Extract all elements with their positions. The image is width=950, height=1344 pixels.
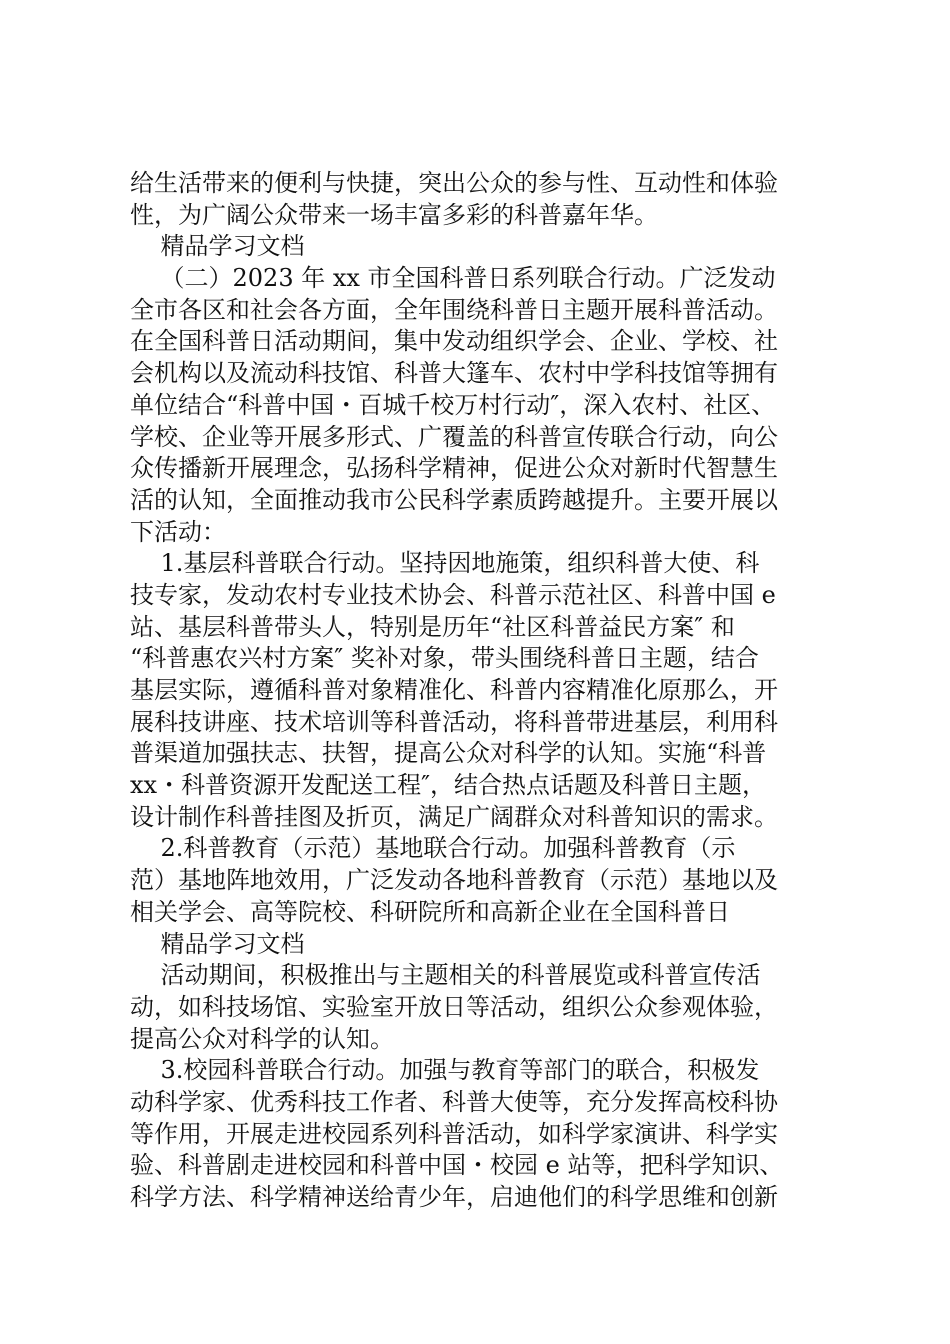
text-line: 2.科普教育（示范）基地联合行动。加强科普教育（示	[130, 834, 736, 863]
text-line: 1.基层科普联合行动。坚持因地施策，组织科普大使、科	[130, 549, 760, 578]
text-line: 3.校园科普联合行动。加强与教育等部门的联合，积极发	[130, 1056, 760, 1085]
text-line: 活动期间，积极推出与主题相关的科普展览或科普宣传活	[130, 961, 761, 990]
text-line: 提高公众对科学的认知。	[130, 1024, 394, 1053]
text-line: 下活动：	[130, 517, 226, 546]
text-line: 基层实际，遵循科普对象精准化、科普内容精准化原那么，开	[130, 676, 778, 704]
text-line: 相关学会、高等院校、科研院所和高新企业在全国科普日	[130, 897, 730, 926]
text-line: 科学方法、科学精神送给青少年，启迪他们的科学思维和创新	[130, 1183, 778, 1211]
text-line: （二）2023 年 xx 市全国科普日系列联合行动。广泛发动	[130, 264, 776, 293]
text-line: 技专家，发动农村专业技术协会、科普示范社区、科普中国 e	[130, 580, 776, 609]
text-line: 验、科普剧走进校园和科普中国・校园 e 站等，把科学知识、	[130, 1151, 784, 1180]
text-line: xx・科普资源开发配送工程″，结合热点话题及科普日主题，	[130, 771, 767, 800]
text-line: 学校、企业等开展多形式、广覆盖的科普宣传联合行动，向公	[130, 422, 778, 451]
text-line: 动，如科技场馆、实验室开放日等活动，组织公众参观体验，	[130, 992, 778, 1021]
text-line: 等作用，开展走进校园系列科普活动，如科学家演讲、科学实	[130, 1119, 778, 1148]
text-line: 给生活带来的便利与快捷，突出公众的参与性、互动性和体验	[130, 169, 778, 197]
text-line: 全市各区和社会各方面，全年围绕科普日主题开展科普活动。	[130, 295, 778, 324]
text-line: 单位结合“科普中国・百城千校万村行动″，深入农村、社区、	[130, 390, 776, 419]
text-line: 范）基地阵地效用，广泛发动各地科普教育（示范）基地以及	[130, 866, 778, 895]
text-line: 设计制作科普挂图及折页，满足广阔群众对科普知识的需求。	[130, 802, 778, 831]
text-line: 活的认知，全面推动我市公民科学素质跨越提升。主要开展以	[130, 485, 778, 514]
text-line: 动科学家、优秀科技工作者、科普大使等，充分发挥高校科协	[130, 1087, 778, 1116]
watermark-label: 精品学习文档	[130, 929, 305, 958]
text-line: 展科技讲座、技术培训等科普活动，将科普带进基层，利用科	[130, 707, 778, 736]
watermark-label: 精品学习文档	[130, 232, 305, 261]
text-line: 众传播新开展理念，弘扬科学精神，促进公众对新时代智慧生	[130, 454, 778, 483]
text-line: 站、基层科普带头人，特别是历年“社区科普益民方案″ 和	[130, 612, 735, 641]
document-body	[130, 168, 830, 1214]
text-line: 会机构以及流动科技馆、科普大篷车、农村中学科技馆等拥有	[130, 359, 778, 388]
text-line: “科普惠农兴村方案″ 奖补对象，带头围绕科普日主题，结合	[130, 644, 759, 673]
text-line: 在全国科普日活动期间，集中发动组织学会、企业、学校、社	[130, 327, 778, 356]
text-line: 性，为广阔公众带来一场丰富多彩的科普嘉年华。	[130, 200, 658, 229]
text-line: 普渠道加强扶志、扶智，提高公众对科学的认知。实施“科普	[130, 739, 767, 768]
